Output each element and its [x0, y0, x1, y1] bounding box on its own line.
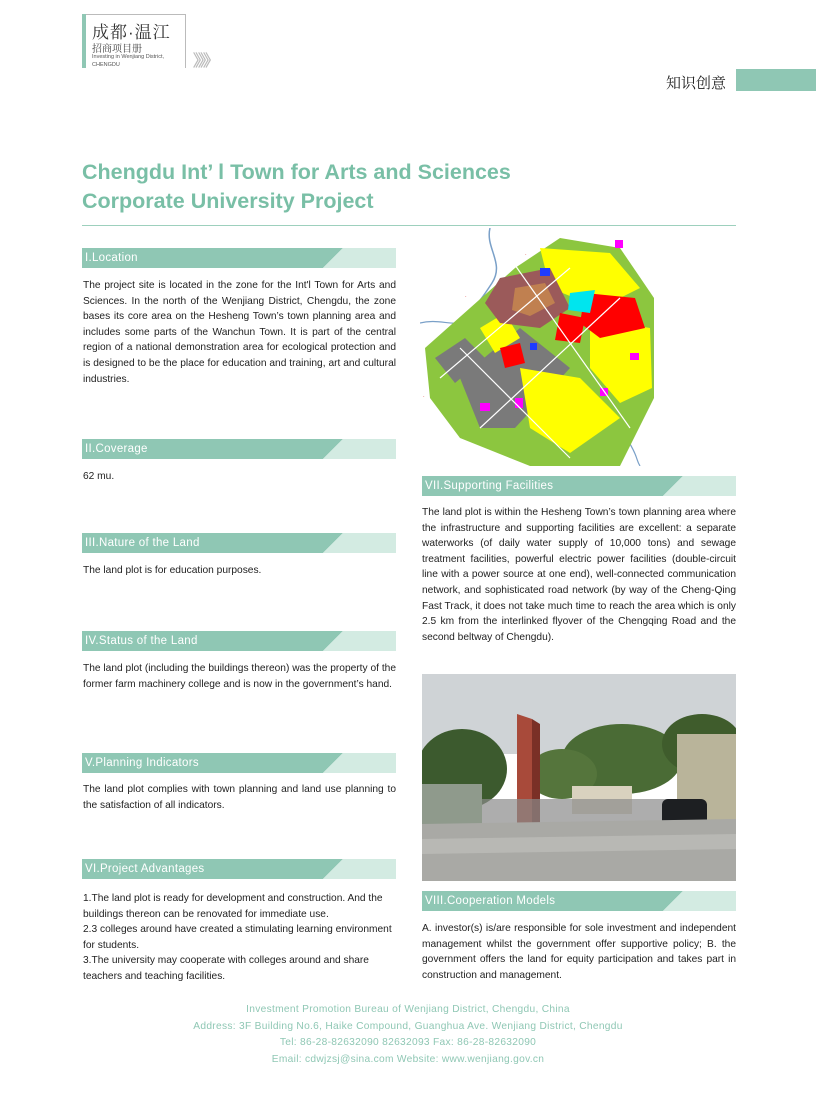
campus-gate-photo	[422, 674, 736, 881]
advantage-item: 1.The land plot is ready for development and construction. And the buildings thereon can be renovated for immediate use.	[83, 893, 383, 920]
svg-text:·: ·	[423, 394, 425, 400]
logo-title: 成都·温江	[92, 23, 171, 42]
section-text-cooperation: A. investor(s) is/are responsible for sole investment and independent management whilst the government offer supportive policy; B. the government offers the land for equity participation and takes part in construction and management.	[422, 923, 736, 981]
svg-text:·: ·	[525, 252, 527, 258]
section-heading-planning: V.Planning Indicators	[82, 753, 396, 773]
section-text-planning: The land plot complies with town planning and land use planning to the satisfaction of all indicators.	[83, 784, 396, 811]
section-heading-supporting: VII.Supporting Facilities	[422, 476, 736, 496]
section-list-advantages	[83, 891, 396, 985]
section-heading-location: I.Location	[82, 248, 396, 268]
section-text-coverage: 62 mu.	[83, 471, 115, 482]
section-text-nature: The land plot is for education purposes.	[83, 565, 262, 576]
advantage-item: 3.The university may cooperate with colleges around and share teachers and teaching facilities.	[83, 955, 369, 982]
section-heading-advantages: VI.Project Advantages	[82, 859, 396, 879]
planning-map-image	[420, 228, 654, 466]
category-tag-bar	[736, 69, 816, 91]
section-heading-coverage: II.Coverage	[82, 439, 396, 459]
footer-email-website: Email: cdwjzsj@sina.com Website: www.wenjiang.gov.cn	[271, 1053, 545, 1065]
page-title	[82, 158, 642, 216]
section-heading-status: IV.Status of the Land	[82, 631, 396, 651]
title-divider	[82, 225, 736, 226]
section-text-supporting: The land plot is within the Hesheng Town’s town planning area where the infrastructure and supporting facilities are excellent: a separate waterworks (of daily water supply of 10,000 tons) and sewage treatment facilities, powerful electric power facilities (double-circuit line with a power source at one end), well-connected communication network, and sophisticated road network (by way of the Cheng-Qing Fast Track, it does not take much time to reach the area which is only 2.5 km from the interlinked flyover of the Chengqing Road and the second beltway of Chengdu).	[422, 507, 736, 643]
footer-phone: Tel: 86-28-82632090 82632093 Fax: 86-28-82632090	[279, 1037, 537, 1048]
footer-organization: Investment Promotion Bureau of Wenjiang District, Chengdu, China	[246, 1004, 570, 1015]
section-heading-cooperation: VIII.Cooperation Models	[422, 891, 736, 911]
logo-english-line2: CHENGDU	[92, 62, 120, 68]
logo-english	[92, 53, 192, 69]
chevrons-icon: 》》》	[193, 53, 217, 70]
section-text-location: The project site is located in the zone for the Int'l Town for Arts and Sciences. In the north of the Wenjiang District, Chengdu, the zone bases its core area on the Hesheng Town’s town planning area and includes some parts of the Wanchun Town. It is part of the central region of a national demonstration area for ecological protection and is designed to be the place for education and training, art and cultural industries.	[83, 280, 396, 385]
category-tag: 知识创意	[666, 75, 727, 92]
section-text-status: The land plot (including the buildings thereon) was the property of the former farm machinery college and is now in the government’s hand.	[83, 663, 396, 690]
svg-text:·: ·	[465, 294, 467, 300]
page-title-line1: Chengdu Int’ l Town for Arts and Sciences	[82, 160, 511, 184]
advantage-item: 2.3 colleges around have created a stimulating learning environment for students.	[83, 924, 392, 951]
footer-address: Address: 3F Building No.6, Haike Compound, Guanghua Ave. Wenjiang District, Chengdu	[193, 1020, 623, 1032]
footer-contact	[0, 1002, 816, 1068]
logo-english-line1: Investing in Wenjiang District,	[92, 54, 165, 60]
logo-subtitle: 招商项目册	[92, 44, 142, 55]
section-heading-nature: III.Nature of the Land	[82, 533, 396, 553]
page-title-line2: Corporate University Project	[82, 189, 374, 213]
